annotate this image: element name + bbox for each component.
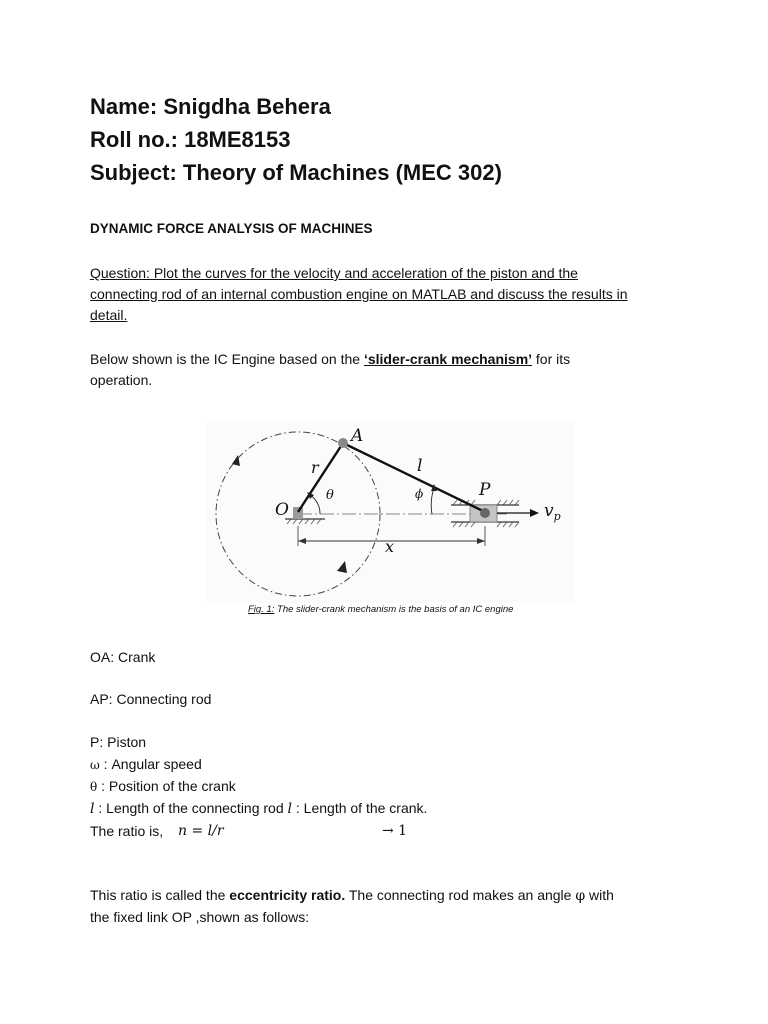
label-r: r xyxy=(311,458,319,477)
def-angular-speed xyxy=(90,756,202,772)
phi-symbol: φ xyxy=(575,888,586,904)
ecc-text-3: with xyxy=(585,887,614,903)
student-name: Name: Snigdha Behera xyxy=(90,94,331,119)
l2-text: : Length of the crank. xyxy=(292,800,428,816)
ecc-line-1 xyxy=(90,887,614,904)
intro-text-2: for its xyxy=(532,351,571,367)
intro-text-1: Below shown is the IC Engine based on the xyxy=(90,351,364,367)
equation-reference: → 1 xyxy=(382,823,408,839)
label-phi: ϕ xyxy=(415,487,424,501)
mechanism-highlight: ‘slider-crank mechanism’ xyxy=(363,351,533,367)
figure-caption xyxy=(248,604,513,615)
joint-a xyxy=(338,438,348,448)
slider-crank-figure xyxy=(207,421,575,603)
caption-prefix: Fig. 1: xyxy=(248,604,275,615)
figure-background xyxy=(207,421,575,603)
theta-symbol: θ xyxy=(90,780,98,794)
question-line-3: detail. xyxy=(90,307,128,323)
intro-line-1 xyxy=(90,351,570,367)
ecc-term: eccentricity ratio. xyxy=(229,887,346,903)
question-line-2: connecting rod of an internal combustion engine on MATLAB and discuss the results in xyxy=(90,286,628,302)
ratio-label: The ratio is, xyxy=(90,823,164,839)
label-vp: $v_p$ xyxy=(544,501,561,523)
section-title: DYNAMIC FORCE ANALYSIS OF MACHINES xyxy=(90,221,373,236)
def-crank-position xyxy=(90,778,236,794)
ecc-text-2: The connecting rod makes an angle xyxy=(345,887,576,903)
def-crank: OA: Crank xyxy=(90,649,156,665)
label-a: A xyxy=(351,426,364,446)
ratio-formula: n = l/r xyxy=(178,823,224,839)
joint-p xyxy=(480,508,490,518)
caption-text: The slider-crank mechanism is the basis of an IC engine xyxy=(274,604,514,615)
intro-line-2: operation. xyxy=(90,372,153,388)
roll-number: Roll no.: 18ME8153 xyxy=(90,127,291,152)
omega-text: : Angular speed xyxy=(99,756,202,772)
l-symbol: l xyxy=(90,801,95,817)
omega-symbol: ω xyxy=(90,758,100,772)
theta-text: : Position of the crank xyxy=(97,778,236,794)
subject-title: Subject: Theory of Machines (MEC 302) xyxy=(90,160,502,185)
ecc-text-1: This ratio is called the xyxy=(90,887,230,903)
ecc-line-2: the fixed link OP ,shown as follows: xyxy=(90,909,310,925)
question-line-1: Question: Plot the curves for the velocity and acceleration of the piston and the xyxy=(90,265,578,281)
label-l: l xyxy=(417,456,423,476)
label-p: P xyxy=(479,480,491,500)
l-text: : Length of the connecting rod xyxy=(94,800,288,816)
label-theta: θ xyxy=(326,488,334,503)
label-o: O xyxy=(275,500,289,520)
def-connecting-rod: AP: Connecting rod xyxy=(90,691,212,707)
def-piston: P: Piston xyxy=(90,734,147,750)
label-x: x xyxy=(385,537,395,556)
l2-symbol: l xyxy=(287,801,292,817)
def-lengths xyxy=(90,800,427,817)
